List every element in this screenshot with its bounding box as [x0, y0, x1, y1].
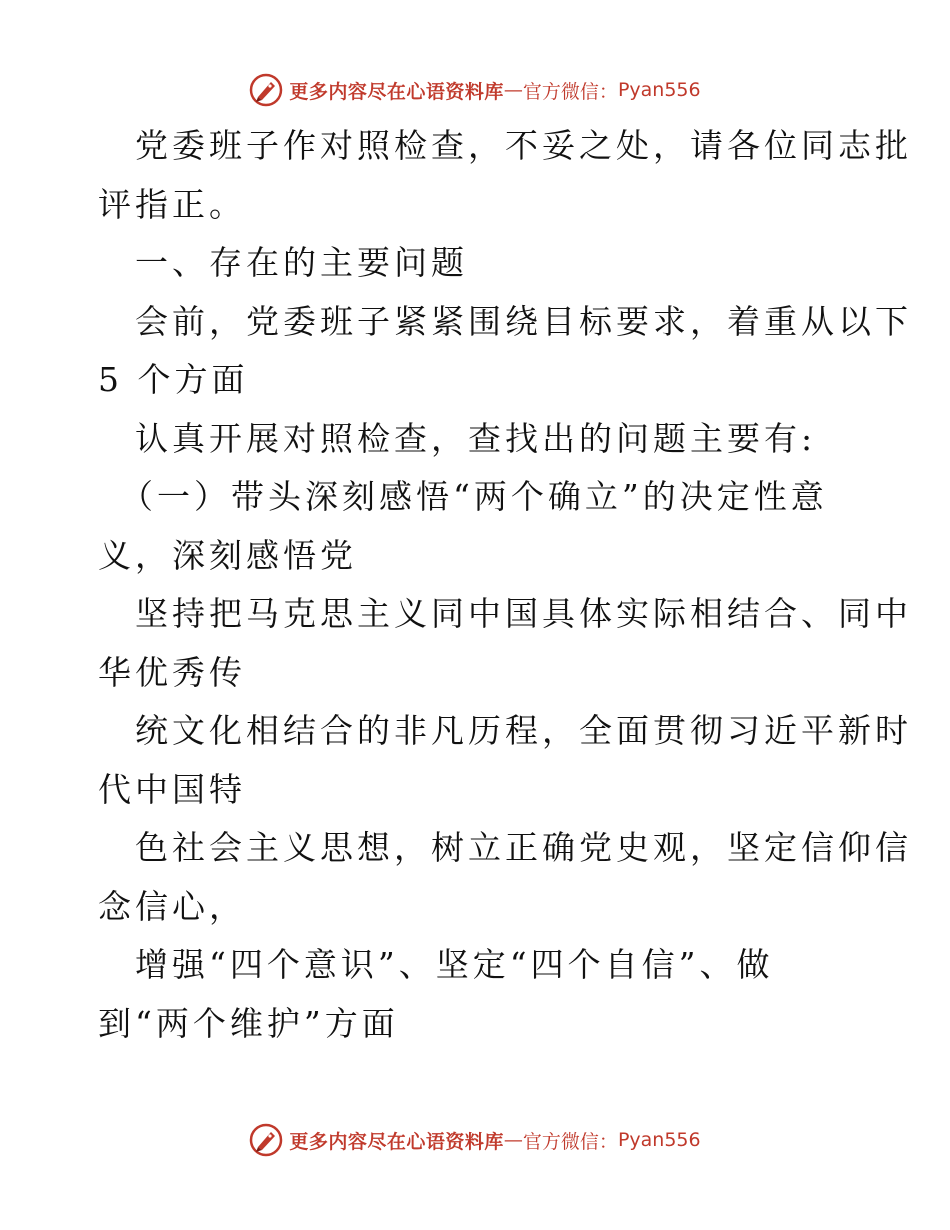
paragraph-line: 代中国特	[98, 770, 246, 809]
section-heading: 一、存在的主要问题	[135, 243, 468, 282]
paragraph-line: 5 个方面	[98, 360, 249, 399]
banner-text: 更多内容尽在心语资料库	[289, 80, 504, 103]
paragraph-line: 统文化相结合的非凡历程，全面贯彻习近平新时	[135, 711, 912, 750]
paragraph-line: 念信心，	[98, 887, 246, 926]
paragraph-line: 色社会主义思想，树立正确党史观，坚定信仰信	[135, 828, 912, 867]
banner-wechat-id: Pyan556	[617, 1129, 701, 1151]
banner-wechat-id: Pyan556	[617, 79, 701, 101]
footer-banner	[0, 1120, 950, 1160]
banner-wechat-label: 官方微信：	[522, 1130, 618, 1153]
pen-nib-logo-icon	[249, 1123, 283, 1157]
banner-wechat-label: 官方微信：	[522, 80, 618, 103]
paragraph-line: 党委班子作对照检查，不妥之处，请各位同志批	[135, 126, 912, 165]
subsection-heading: （一）带头深刻感悟“两个确立”的决定性意	[120, 477, 828, 516]
banner-text: 更多内容尽在心语资料库	[289, 1130, 504, 1153]
banner-separator: —	[503, 79, 523, 101]
paragraph-line: 评指正。	[98, 185, 246, 224]
paragraph-line: 增强“四个意识”、坚定“四个自信”、做	[135, 945, 774, 984]
paragraph-line: 华优秀传	[98, 653, 246, 692]
paragraph-line: 认真开展对照检查，查找出的问题主要有:	[135, 419, 817, 458]
paragraph-line: 到“两个维护”方面	[98, 1004, 399, 1043]
paragraph-line: 会前，党委班子紧紧围绕目标要求，着重从以下	[135, 302, 912, 341]
paragraph-line: 坚持把马克思主义同中国具体实际相结合、同中	[135, 594, 912, 633]
banner-separator: —	[503, 1129, 523, 1151]
paragraph-line: 义，深刻感悟党	[98, 536, 357, 575]
